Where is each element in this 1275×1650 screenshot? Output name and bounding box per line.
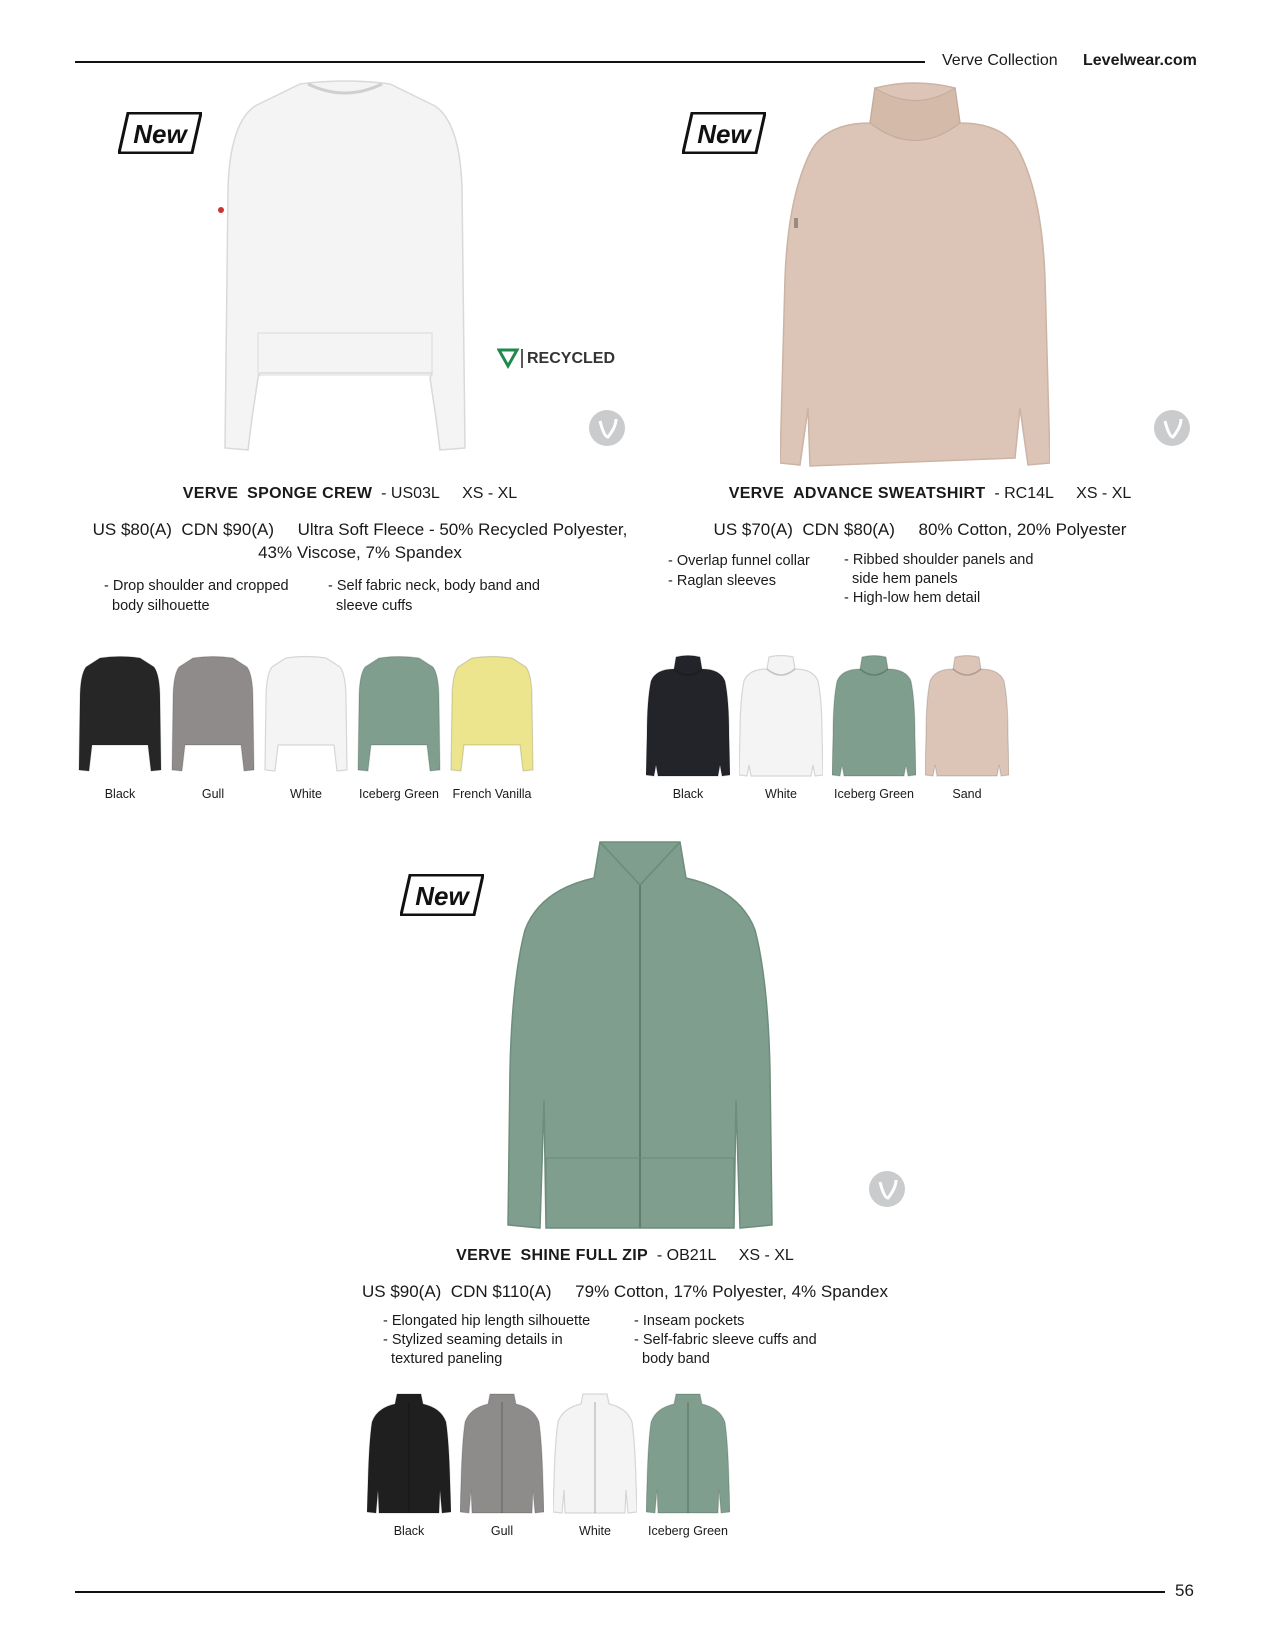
new-badge — [400, 874, 484, 916]
swatch-garment-icon — [171, 655, 255, 777]
color-swatch[interactable] — [646, 1392, 730, 1538]
features-right: - Ribbed shoulder panels and side hem panels - High-low hem detail — [844, 552, 1034, 606]
product-image-advance-sweatshirt — [780, 78, 1050, 470]
swatch-label: Gull — [201, 787, 225, 801]
header-rule — [75, 61, 925, 63]
swatch-label: Black — [104, 787, 136, 801]
site-link[interactable]: Levelwear.com — [1083, 52, 1197, 69]
levelwear-logo — [868, 1170, 906, 1208]
material-line: 43% Viscose, 7% Spandex — [258, 543, 462, 562]
price-line: US $90(A) CDN $110(A) 79% Cotton, 17% Polyester, 4% Spandex — [361, 1282, 888, 1301]
collection-name: Verve Collection — [942, 52, 1058, 69]
swatch-label: White — [290, 787, 322, 801]
swatch-garment-icon — [78, 655, 162, 777]
new-badge — [118, 112, 202, 154]
color-swatch[interactable] — [357, 655, 441, 801]
footer-rule — [75, 1591, 1165, 1593]
features-left: - Drop shoulder and cropped body silhouette — [104, 578, 289, 614]
color-swatch[interactable] — [925, 655, 1009, 801]
swatch-label: Black — [672, 787, 704, 801]
swatch-garment-icon — [925, 655, 1009, 777]
swatch-label: Sand — [952, 787, 982, 801]
swatch-label: Iceberg Green — [834, 787, 914, 801]
swatch-garment-icon — [553, 1392, 637, 1514]
levelwear-logo — [1153, 409, 1191, 447]
swatch-garment-icon — [264, 655, 348, 777]
swatch-label: Gull — [490, 1524, 514, 1538]
color-swatch[interactable] — [450, 655, 534, 801]
recycled-badge — [497, 346, 627, 377]
features-left: - Elongated hip length silhouette - Stylized seaming details in textured paneling — [383, 1313, 591, 1367]
product-title: VERVE ADVANCE SWEATSHIRT - RC14L XS - XL — [728, 485, 1132, 502]
page-number: 56 — [1175, 1581, 1194, 1600]
swatch-garment-icon — [739, 655, 823, 777]
swatch-label: Iceberg Green — [359, 787, 439, 801]
color-swatch[interactable] — [553, 1392, 637, 1538]
features-right: - Inseam pockets - Self-fabric sleeve cuffs and body band — [634, 1313, 817, 1367]
color-swatch[interactable] — [646, 655, 730, 801]
color-swatch[interactable] — [739, 655, 823, 801]
swatch-garment-icon — [832, 655, 916, 777]
product-image-sponge-crew — [200, 78, 490, 468]
color-swatch[interactable] — [367, 1392, 451, 1538]
color-swatch[interactable] — [832, 655, 916, 801]
color-swatch[interactable] — [171, 655, 255, 801]
new-badge — [682, 112, 766, 154]
product-image-shine-full-zip — [500, 840, 780, 1232]
product-title: VERVE SPONGE CREW - US03L XS - XL — [182, 485, 518, 502]
swatch-label: White — [579, 1524, 611, 1538]
swatch-garment-icon — [460, 1392, 544, 1514]
swatch-garment-icon — [367, 1392, 451, 1514]
swatch-garment-icon — [357, 655, 441, 777]
levelwear-logo — [588, 409, 626, 447]
svg-text:New: New — [415, 881, 469, 911]
product-title: VERVE SHINE FULL ZIP - OB21L XS - XL — [456, 1247, 794, 1264]
svg-text:RECYCLED: RECYCLED — [527, 350, 616, 367]
svg-text:New: New — [133, 119, 187, 149]
swatch-garment-icon — [450, 655, 534, 777]
svg-text:New: New — [697, 119, 751, 149]
features-left: - Overlap funnel collar - Raglan sleeves — [668, 553, 810, 589]
features-right: - Self fabric neck, body band and sleeve cuffs — [328, 578, 540, 614]
swatch-garment-icon — [646, 655, 730, 777]
price-line: US $80(A) CDN $90(A) Ultra Soft Fleece - 50% Recycled Polyester, — [92, 520, 628, 539]
swatch-label: White — [765, 787, 797, 801]
swatch-garment-icon — [646, 1392, 730, 1514]
swatch-label: French Vanilla — [452, 787, 532, 801]
swatch-label: Black — [393, 1524, 425, 1538]
price-line: US $70(A) CDN $80(A) 80% Cotton, 20% Polyester — [713, 520, 1127, 539]
color-swatch[interactable] — [264, 655, 348, 801]
color-swatch[interactable] — [460, 1392, 544, 1538]
color-swatch[interactable] — [78, 655, 162, 801]
swatch-label: Iceberg Green — [648, 1524, 728, 1538]
